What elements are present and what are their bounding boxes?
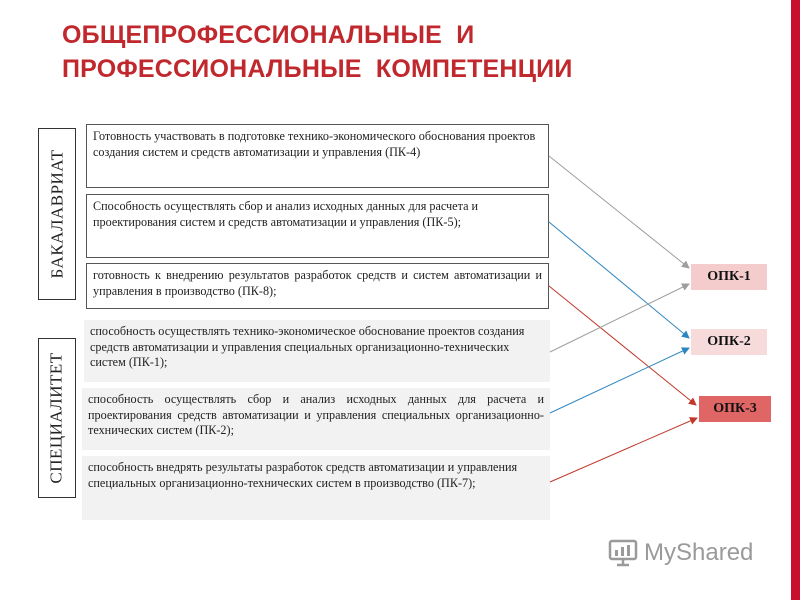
group-label-specialist-text: СПЕЦИАЛИТЕТ (47, 352, 67, 484)
title-line-1: ОБЩЕПРОФЕССИОНАЛЬНЫЕ И (62, 21, 475, 49)
competency-pk8: готовность к внедрению результатов разработок средств и систем автоматизации и управления в производство (ПК-8); (86, 263, 549, 309)
competency-pk1: способность осуществлять технико-экономическое обоснование проектов создания средств автоматизации и управления специальных организационно-технических систем (ПК-1); (84, 320, 550, 382)
myshared-logo (608, 538, 753, 568)
presentation-icon (608, 538, 638, 568)
arrow-pk1-to-opk1 (550, 284, 689, 352)
group-label-bachelor-text: БАКАЛАВРИАТ (47, 149, 67, 279)
target-opk-3: ОПК-3 (699, 396, 771, 422)
target-opk-1: ОПК-1 (691, 264, 767, 290)
arrow-pk2-to-opk2 (550, 348, 689, 413)
logo-text: MyShared (644, 539, 754, 566)
competency-pk4: Готовность участвовать в подготовке технико-экономического обоснования проектов создания систем и средств автоматизации и управления (ПК-4) (86, 124, 549, 188)
arrow-pk7-to-opk3 (550, 418, 697, 482)
competency-pk7: способность внедрять результаты разработок средств автоматизации и управления специальных организационно-технических систем в производство (ПК-7); (82, 456, 550, 520)
arrow-pk5-to-opk2 (549, 222, 689, 338)
competency-pk5: Способность осуществлять сбор и анализ исходных данных для расчета и проектирования систем и средств автоматизации и управления (ПК-5); (86, 194, 549, 258)
target-opk-2: ОПК-2 (691, 329, 767, 355)
competency-pk2: способность осуществлять сбор и анализ исходных данных для расчета и проектирования средств автоматизации и управления специальных организационно-технических систем (ПК-2); (82, 388, 550, 450)
arrow-pk8-to-opk3 (549, 286, 696, 405)
title-line-2: ПРОФЕССИОНАЛЬНЫЕ КОМПЕТЕНЦИИ (62, 55, 573, 83)
arrow-pk4-to-opk1 (549, 156, 689, 268)
